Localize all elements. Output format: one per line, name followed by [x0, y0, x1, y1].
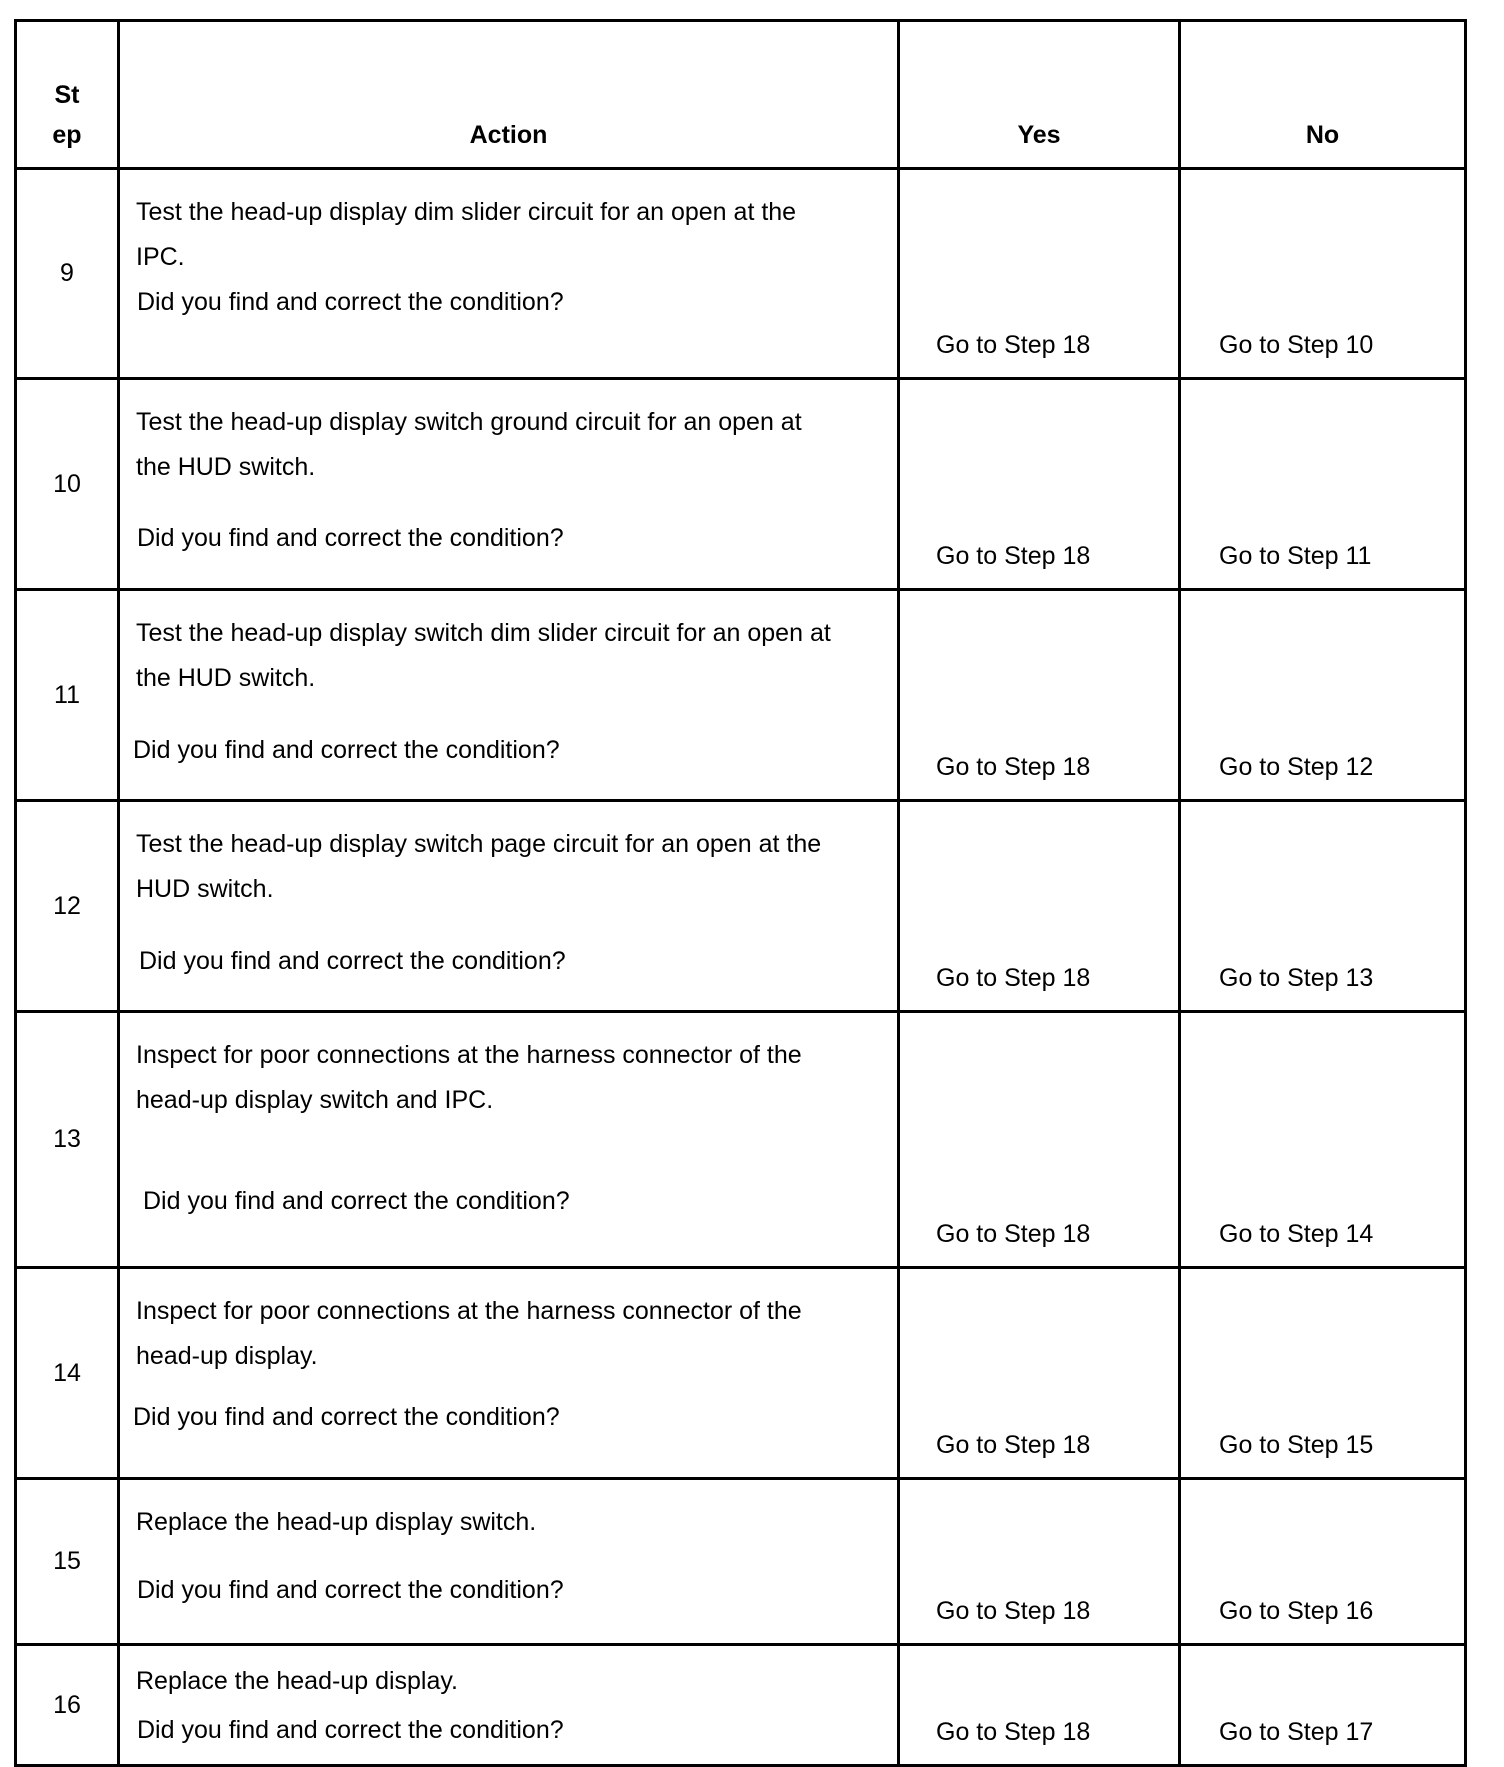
step-number: 15 [16, 1479, 119, 1645]
action-cell [119, 379, 899, 590]
table-row [16, 1268, 1466, 1479]
header-yes: Yes [899, 21, 1180, 169]
no-cell: Go to Step 12 [1180, 590, 1466, 801]
header-action: Action [119, 21, 899, 169]
step-number: 16 [16, 1645, 119, 1766]
table-row [16, 379, 1466, 590]
question-text: Did you find and correct the condition? [137, 1576, 564, 1604]
step-number: 14 [16, 1268, 119, 1479]
yes-cell: Go to Step 18 [899, 1268, 1180, 1479]
no-cell: Go to Step 13 [1180, 801, 1466, 1012]
diagnostic-steps-table [14, 19, 1467, 1767]
header-row [16, 21, 1466, 169]
question-text: Did you find and correct the condition? [133, 1403, 560, 1431]
instruction-text: Replace the head-up display. [136, 1667, 458, 1695]
table-row [16, 801, 1466, 1012]
no-cell: Go to Step 16 [1180, 1479, 1466, 1645]
yes-cell: Go to Step 18 [899, 1012, 1180, 1268]
action-cell [119, 1645, 899, 1766]
no-cell: Go to Step 17 [1180, 1645, 1466, 1766]
step-number: 11 [16, 590, 119, 801]
table-row [16, 1479, 1466, 1645]
action-cell [119, 169, 899, 379]
action-cell [119, 801, 899, 1012]
question-text: Did you find and correct the condition? [143, 1187, 570, 1215]
no-cell: Go to Step 11 [1180, 379, 1466, 590]
no-cell: Go to Step 14 [1180, 1012, 1466, 1268]
header-step [16, 21, 119, 169]
instruction-text: Test the head-up display switch page circuit for an open at the HUD switch. [136, 830, 822, 903]
instruction-text: Inspect for poor connections at the harness connector of the head-up display switch and IPC. [136, 1041, 802, 1114]
action-cell [119, 1479, 899, 1645]
yes-cell: Go to Step 18 [899, 169, 1180, 379]
yes-cell: Go to Step 18 [899, 1479, 1180, 1645]
no-cell: Go to Step 10 [1180, 169, 1466, 379]
instruction-text: Test the head-up display dim slider circuit for an open at the IPC. [136, 198, 797, 271]
no-cell: Go to Step 15 [1180, 1268, 1466, 1479]
question-text: Did you find and correct the condition? [137, 524, 564, 552]
step-number: 10 [16, 379, 119, 590]
table-row [16, 590, 1466, 801]
yes-cell: Go to Step 18 [899, 590, 1180, 801]
table-row [16, 1645, 1466, 1766]
step-number: 12 [16, 801, 119, 1012]
table-row [16, 1012, 1466, 1268]
header-step-label: St ep [52, 81, 82, 149]
action-cell [119, 1012, 899, 1268]
question-text: Did you find and correct the condition? [139, 947, 566, 975]
instruction-text: Test the head-up display switch dim slider circuit for an open at the HUD switch. [136, 619, 831, 692]
question-text: Did you find and correct the condition? [137, 288, 564, 316]
step-number: 9 [16, 169, 119, 379]
question-text: Did you find and correct the condition? [137, 1716, 564, 1744]
yes-cell: Go to Step 18 [899, 379, 1180, 590]
question-text: Did you find and correct the condition? [133, 736, 560, 764]
instruction-text: Inspect for poor connections at the harness connector of the head-up display. [136, 1297, 802, 1370]
yes-cell: Go to Step 18 [899, 801, 1180, 1012]
header-no: No [1180, 21, 1466, 169]
instruction-text: Test the head-up display switch ground circuit for an open at the HUD switch. [136, 408, 802, 481]
action-cell [119, 590, 899, 801]
yes-cell: Go to Step 18 [899, 1645, 1180, 1766]
step-number: 13 [16, 1012, 119, 1268]
table-row [16, 169, 1466, 379]
instruction-text: Replace the head-up display switch. [136, 1508, 537, 1536]
action-cell [119, 1268, 899, 1479]
